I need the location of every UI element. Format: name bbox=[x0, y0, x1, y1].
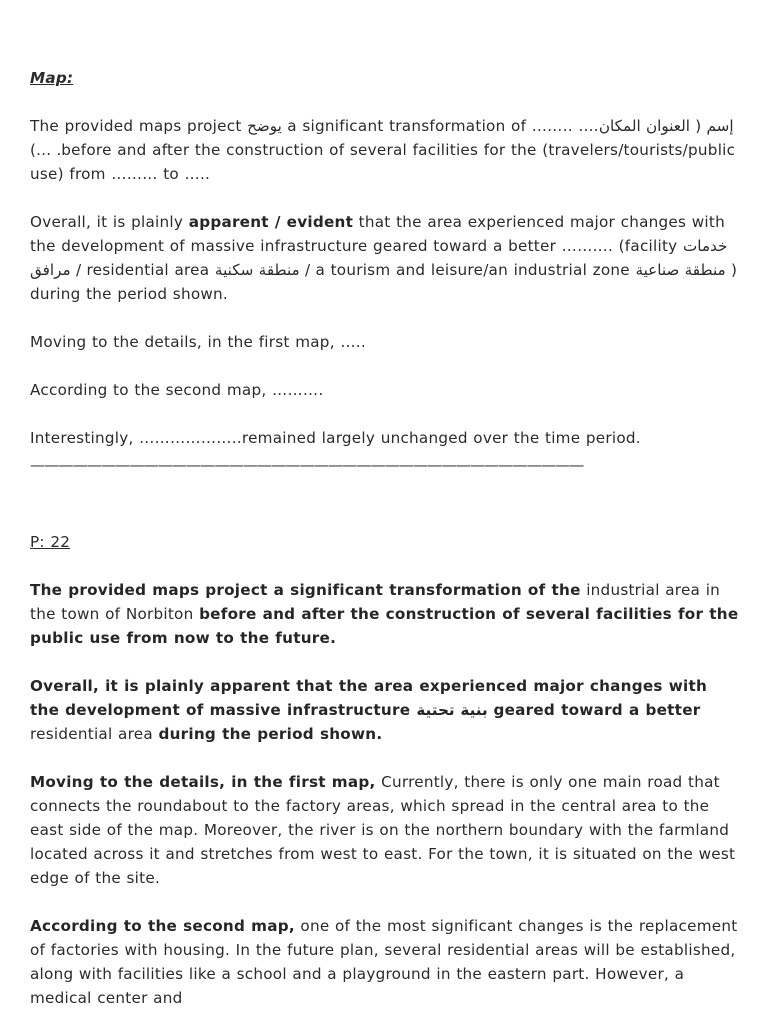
p22-heading bbox=[30, 530, 742, 554]
map-heading-text: Map: bbox=[30, 69, 74, 87]
map-first-map-paragraph: Moving to the details, in the first map, ….. bbox=[30, 333, 366, 351]
map-overview-paragraph: Overall, it is plainly apparent / evident that the area experienced major changes with the development of massive infrastructure geared toward a better ………. (facility خدمات مرافق / residential area منطقة سكنية / a tourism and leisure/an industrial zone منطقة صناعية ) during the period shown. bbox=[30, 213, 738, 303]
p22-first-map-paragraph: Moving to the details, in the first map, Currently, there is only one main road that connects the roundabout to the factory areas, which spread in the central area to the east side of the map. Moreover, the river is on the northern boundary with the farmland located across it and stretches from west to east. For the town, it is situated on the west edge of the site. bbox=[30, 773, 736, 887]
document-body bbox=[30, 66, 742, 1034]
p22-second-map-paragraph: According to the second map, one of the most significant changes is the replacement of factories with housing. In the future plan, several residential areas will be established, along with facilities like a school and a playground in the eastern part. However, a medical center and bbox=[30, 917, 738, 1007]
p22-intro-paragraph: The provided maps project a significant transformation of the industrial area in the town of Norbiton before and after the construction of several facilities for the public use from now to the future. bbox=[30, 581, 739, 647]
map-section-heading bbox=[30, 66, 742, 90]
p22-overview-paragraph: Overall, it is plainly apparent that the area experienced major changes with the development of massive infrastructure بنية تحتية geared toward a better residential area during the period shown. bbox=[30, 677, 708, 743]
map-unchanged-paragraph: Interestingly, ………………..remained largely unchanged over the time period. bbox=[30, 429, 641, 447]
p22-heading-text: P: 22 bbox=[30, 533, 71, 551]
apparent-evident-emphasis: apparent / evident bbox=[188, 213, 354, 231]
map-second-map-paragraph: According to the second map, ………. bbox=[30, 381, 324, 399]
horizontal-rule: ——————————————————————————————————————— bbox=[30, 458, 584, 472]
map-intro-paragraph: The provided maps project يوضح a significant transformation of …….. ….إسم ( العنوان المكان )… .before and after the construction of several facilities for the (travelers/tourists/public use) from ……… to ….. bbox=[30, 117, 736, 183]
